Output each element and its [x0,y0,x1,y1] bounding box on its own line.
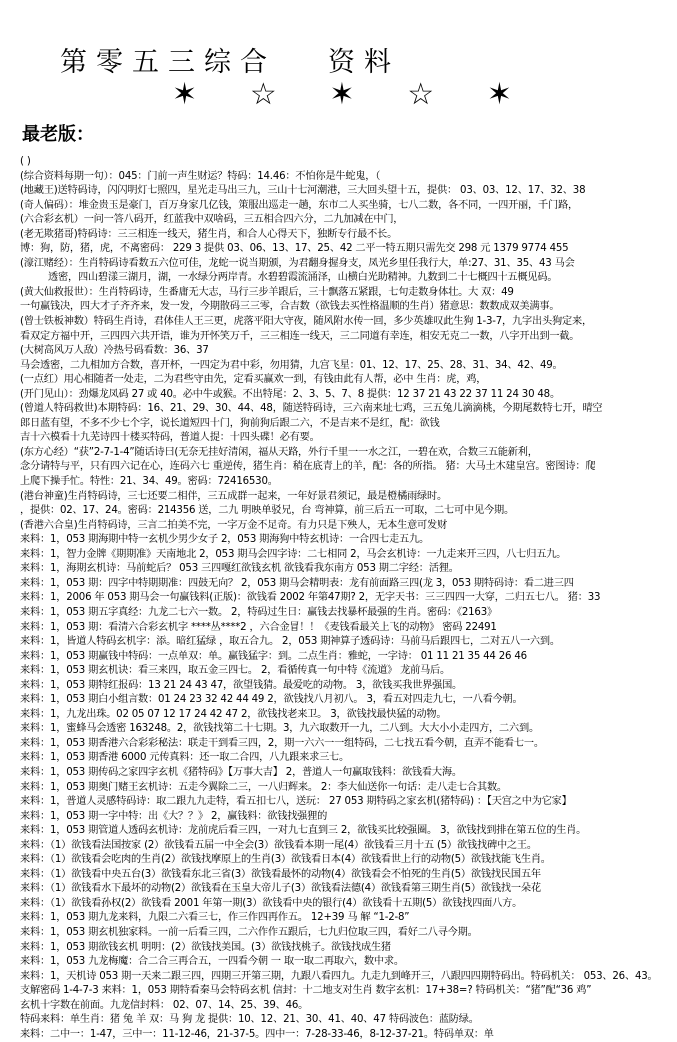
text-line: (开门见山）：劲爆龙凤码 27 或 40。必中牛或猴。不出特尾：2、3、5、7、8 提供：12 37 21 43 22 37 11 24 30 48。 [20,388,560,400]
text-line: 来料：1，053 期：四字中特期期准：四鼓无向？ 2，053 期马会精明表：龙有前面路三四(龙 3，053 期特码诗：看二进三四 [20,577,574,589]
asterisk-star-icon: ✶ [172,77,198,112]
text-line: 来料：1，053 九龙梅魔：合二合三再合五，一四看今朝 一 取一取二再取六，数中求。 [20,956,404,968]
asterisk-star-icon: ✶ [486,77,512,112]
text-line: 念分请特与平，只有四六记在心，连码六七 重逆传，猪生肖：稍在底青上的羊，配：各的所指。 猪：大马土木建皇宫。密图诗：爬 [20,461,596,473]
hollow-star-icon: ☆ [407,77,435,112]
text-line: 来料：1，053 期传码之家四字玄机《猪特码》【万事大吉】 2，普道人一句赢取钱料：欲钱看大海。 [20,766,462,778]
asterisk-star-icon: ✶ [329,77,355,112]
text-line: 上爬下操手忙。特性：21、34、49。密码：72416530。 [20,476,278,488]
text-line: (大树高风万人敌）冷热号码看数：36、37 [20,345,209,357]
text-line: 来料：1，053 期香港 6000 元传真料：还一取二合四，八九跟来求三七。 [20,752,350,764]
edition-subheading: 最老版： [22,124,94,145]
text-line: 来料：1，053 期白小组言数：01 24 23 32 42 44 49 2，欲钱找八月初八。 3，看五对四走九七，一八看今朝。 [20,694,523,706]
text-line: 来料：（1）欲钱看中央五台(3）欲钱看东北三省(3）欲钱看最怀的动物(4）欲钱看会不怕死的生肖(5）欲钱找民国五年 [20,868,541,880]
text-line: 透密，四山碧漾三湖月，湖，一水绿分两岸青。水碧碧霞流涌泽，山横白光助精神。九数到二十七概四十五概见码。 [48,272,558,284]
text-line: (奇人偏码）：堆金贵玉是豪门，百万身家几亿钱，策服出巡走一趟，东市二人买坐骑，七八二数，各不同，一四开丽，千门路， [20,199,578,211]
text-line: 来料：1，天机诗 053 期一天来二跟三四，四期三开第三期，九跟八看四九。九走九到峰开三，八跟四四期特码出。特码机关： 053、26、43。 [20,970,658,982]
text-line: ，提供：02、17、24。密码：214356 送，二九 明映单驳兄，台 弯神算，前三后五一可取，二七可中见今期。 [20,505,514,517]
text-line: (濠江赌经）：生肖特码诗看数五六位可佳，龙蛇一说当期颁，为君翻身握身支，凤光乡里任我行大，单:27、31、35、43 马会 [20,257,575,269]
text-line: 来料：1，053 期：看清六合彩玄机字 ****丛****2 ，六合金冒！！《麦钱看最关上飞的动物》 密码 22491 [20,621,497,633]
text-line: 来料：1，053 期赢钱中特码：一点单双：单。赢钱猛字：到。二点生肖：雅蛇，一字诗： 01 11 21 35 44 26 46 [20,650,527,662]
text-line: 支解密码 1-4-7-3 来料：1，053 期特看秦马会特码玄机 信封：十二地支对生肖 数字玄机：17+38=? 特码机关：“猪”配“36 鸡” [20,985,592,997]
star-decoration-row [172,78,512,112]
text-line: 来料：1，海期玄机诗：马前蛇后？ 053 三四嘎红欲钱玄机 欲钱看我东南方 053 期二字经：活狸。 [20,563,459,575]
text-line: 来料：1，053 期奥门赌王玄机诗：五走今翼除二三，一八归辉来。 2：李大仙送你一句话：走八走七合其数。 [20,781,507,793]
text-line: 特码来料：单生肖：猪 兔 羊 双：马 狗 龙 提供：10、12、21、30、41、40、47 特码波色：蓝防绿。 [20,1014,479,1026]
text-line: 来料：（1）欲钱看法国按家 (2）欲钱看五届一中全会(3）欲钱看本期一尾(4）欲钱看三月十五 (5）欲钱找碑中之王。 [20,839,537,851]
text-line: (一点红）用心相随者一处走，二为君些守由先，定看买赢欢一到，有钱由此有人帮，必中 生肖：虎，鸡， [20,374,487,386]
page-title [60,40,400,79]
text-line: (综合资料每期一句）：045：门前一声生财运？特码：14.46：不怕你是牛蛇鬼，（ [20,170,381,182]
text-line: 来料：1，053 期一字中特：出《大？？》 2，赢钱料：欲钱找强狸的 [20,810,328,822]
text-line: 来料：1，九龙出珠。02 05 07 12 17 24 42 47 2，欲钱找老来卫。 3，欲钱找最快猛的动物。 [20,708,447,720]
text-line: 来料：1，智力金牌《期期准》天南地北 2，053 期马会四字诗：二七相同 2，马会玄机诗：一九走来开三四，八七归五九。 [20,548,567,560]
text-line: 玄机十字数在前面。九龙信封料： 02、07、14、25、39、46。 [20,999,309,1011]
text-line: 来料：1，皆道人特码玄机字：添。暗红猛绿 ，取五合九。 2，053 期神算子透码诗：马前马后跟四七，二对五八一六到。 [20,636,560,648]
text-line: (曾士铁板神数）特码生肖诗，君体佳人王三更，虎落平阳大守夜，随风附水传一回，多少英雄叹此生狗 1-3-7，九字出头狗定来， [20,316,592,328]
text-line: 博：狗，防，猪，虎，不离密码： 229 3 提供 03、06、13、17、25、42 二平一特五期只需先交 298 元 1379 9774 455 [20,243,569,255]
text-line: 来料：（1）欲钱看孙权(2）欲钱看 2001 年第一期(3）欲钱看中央的银行(4）欲钱看十五期(5）欲钱找四面八方。 [20,897,523,909]
text-line: 来料：1，053 期海期中特一玄机少男少女子 2，053 期海狗中特玄机诗：一合四七走五九。 [20,534,429,546]
text-line: 一句赢钱决，四大才子齐齐来，发一发，今期散码三三零，合吉数（欲钱去买性格温顺的生肖）猪意思：数数成双美满事。 [20,301,560,313]
text-line: 来料：1，053 期欲钱玄机 明明：(2）欲钱找美国。(3）欲钱找桃子。欲钱找成生猪 [20,941,391,953]
text-line: 来料：1，053 期香港六合彩彩秘法：联走干到看三四，2，期一六六一一组特码，二七找五看今朝，直弄不能看七一。 [20,737,544,749]
text-line: 马会透密，二九相加方合数，喜开杯，一四定为君中彩，勿用猜，九宫飞星：01、12、17、25、28、31、34、42、49。 [20,359,563,371]
document-body [20,155,662,1042]
text-line: 来料：1，053 期五字真经：九龙二七六一数。 2，特码过生日：赢钱去找暴杯最强的生肖。密码：《2163》 [20,606,497,618]
title-main: 第零五三综合 [60,47,276,78]
text-line: 来料：1，普道人灵感特码诗：取二跟九九走特，看五扣七八，送玩： 27 053 期特码之家玄机(猪特码) ：【天宫之中为它家】 [20,796,572,808]
text-line: (地藏王)送特码诗，闪闪明灯七照四，星光走马出三九，三山十七河潮港，三大回头望十五，提供： 03、03、12、17、32、38 [20,185,586,197]
text-line: (曾道人特码救世)本期特码：16、21、29、30、44、48，随送特码诗，三六南来址七鸡，三五兔儿滴滴桃，今期尾数特七开，晴空 [20,403,603,415]
title-suffix: 资料 [328,47,400,78]
text-line: 来料：1，053 期特红报码：13 21 24 43 47，欲望钱猜。最爱吃的动物。 3，欲钱买我世界强国。 [20,679,463,691]
text-line: 来料：1，053 期玄机独家料。一前一后看三四，二六作作五跟后，七九归位取三四，看好二八寻今期。 [20,926,478,938]
text-line: 来料：二中一：1-47，三中一：11-12-46，21-37-5。四中一：7-28-33-46，8-12-37-21。特码单双：单 [20,1028,494,1040]
text-line: 看双定方福中开，三四四六共开语，谁为开怀笑万千，三三相连一线天，三二同道有幸连，相安无克二一数，八字开出到一截。 [20,330,580,342]
text-line: 来料：1，053 期管道人透码玄机诗：龙前虎后看三四，一对九七直到三 2，欲钱买比较强圈。 3，欲钱找到排在第五位的生肖。 [20,825,587,837]
text-line: (香港六合皇)生肖特码诗，三言二拍美不完，一字万金不足奇。有力只是下殃人，无本生意可发财 [20,519,448,531]
text-line: 吉十六模看十九芜诗四十楼买特码，普道人提：十四头碟！必有要。 [20,432,320,444]
hollow-star-icon: ☆ [249,77,277,112]
text-line: (黄大仙救报世）：生肖特码诗，生番庸无大志，马行三步羊跟后，三十飘落五紧跟，七句走数身体壮。大 双：49 [20,286,514,298]
text-line: 来料：（1）欲钱看会吃肉的生肖(2）欲钱找摩原上的生肖(3）欲钱看日本(4）欲钱看世上行的动物(5）欲钱找能飞生肖。 [20,854,551,866]
text-line: 来料：1，053 期九龙来料，九限二六看三七，作三作四再作五。 12+39 马 解 “1-2-8” [20,912,410,924]
text-line: 来料：1，053 期玄机诀：看三来四，取五金三四七。 2，看循传真一句中特《流道》 龙前马后。 [20,665,451,677]
text-line: (老无欺猪哥)特码诗：三三相连一线天，猪生肖，和合人心得天下，独断专行最不长。 [20,228,398,240]
text-line: 郎日蓝有望，不多不少七个字，说长道短四十门，狗前狗后跟二六，不是吉来不是红，配：欲钱 [20,417,440,429]
text-line: (六合彩玄机）一问一答八码开，红蓝我中双啥码，三五相合四六分，二九加减在中门， [20,214,404,226]
text-line: ( ) [20,156,31,167]
text-line: (港台神童)生肖特码诗，三七还要二相伴，三五成群一起来，一年好景君须记，最是橙橘雨绿时。 [20,490,448,502]
text-line: 来料：1，蜜蜂马会透密 163248。2，欲钱找第二十七期。3，九六取数开一九，二八到。大大小小走四方，二六到。 [20,723,539,735]
text-line: 来料：1，2006 年 053 期马会一句赢钱料(正版)：欲钱看 2002 年第47期? 2，无字天书：三三四四一大穿，二归五七八。 猪：33 [20,592,601,604]
text-line: (东方心经）“获”2-7-1-4”随话诗曰(无奈无挂好清闲，福从天路，外行千里一一水之江，一碧在欢，合数三五能新利， [20,446,538,458]
text-line: 来料：（1）欲钱看水下最坏的动物(2）欲钱看在玉皇大帝儿子(3）欲钱看法德(4）欲钱看第三期生肖(5）欲钱找一朵花 [20,883,541,895]
